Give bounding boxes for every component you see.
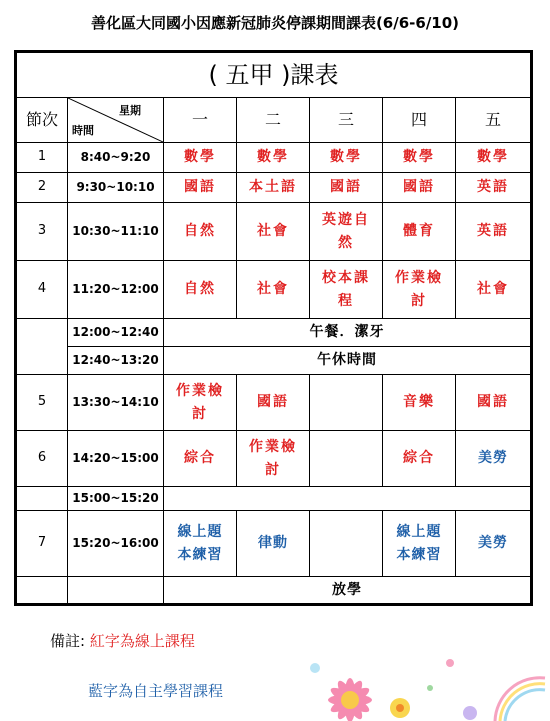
lesson-cell: 英遊自然 bbox=[310, 203, 383, 261]
lesson-cell bbox=[310, 431, 383, 487]
lesson-cell: 自然 bbox=[164, 261, 237, 319]
header-time: 時間 bbox=[72, 124, 94, 138]
table-row bbox=[16, 173, 532, 203]
note-label: 備註: bbox=[50, 632, 86, 650]
lesson-cell: 英語 bbox=[456, 173, 532, 203]
table-row bbox=[16, 577, 532, 605]
schedule-table bbox=[14, 50, 533, 606]
lesson-cell: 英語 bbox=[456, 203, 532, 261]
header-day: 一 bbox=[164, 98, 237, 143]
flower-icon bbox=[328, 678, 372, 721]
table-row bbox=[16, 347, 532, 375]
lesson-cell: 社會 bbox=[456, 261, 532, 319]
class-title: ( 五甲 )課表 bbox=[16, 52, 532, 98]
period-number: 4 bbox=[16, 261, 68, 319]
lesson-cell bbox=[310, 375, 383, 431]
rainbow-icon bbox=[495, 678, 545, 721]
header-row bbox=[16, 98, 532, 143]
period-number: 2 bbox=[16, 173, 68, 203]
period-time: 10:30~11:10 bbox=[68, 203, 164, 261]
nap-cell: 午休時間 bbox=[164, 347, 532, 375]
period-time: 12:00~12:40 bbox=[68, 319, 164, 347]
lesson-cell: 作業檢討 bbox=[237, 431, 310, 487]
note-red-text: 紅字為線上課程 bbox=[89, 632, 195, 650]
empty-cell bbox=[68, 577, 164, 605]
lunch-cell: 午餐．潔牙 bbox=[164, 319, 532, 347]
period-time: 15:00~15:20 bbox=[68, 487, 164, 511]
period-time: 9:30~10:10 bbox=[68, 173, 164, 203]
lesson-cell: 律動 bbox=[237, 511, 310, 577]
table-row bbox=[16, 143, 532, 173]
page-title: 善化區大同國小因應新冠肺炎停課期間課表(6/6-6/10) bbox=[90, 14, 460, 32]
header-day: 二 bbox=[237, 98, 310, 143]
lesson-cell: 美勞 bbox=[456, 511, 532, 577]
lesson-cell: 音樂 bbox=[383, 375, 456, 431]
table-row bbox=[16, 375, 532, 431]
period-time: 8:40~9:20 bbox=[68, 143, 164, 173]
lesson-cell: 線上題本練習 bbox=[164, 511, 237, 577]
lesson-cell: 國語 bbox=[310, 173, 383, 203]
dismiss-cell: 放學 bbox=[164, 577, 532, 605]
lesson-cell: 本土語 bbox=[237, 173, 310, 203]
period-number: 6 bbox=[16, 431, 68, 487]
lesson-cell: 作業檢討 bbox=[383, 261, 456, 319]
lesson-cell: 數學 bbox=[237, 143, 310, 173]
lesson-cell: 國語 bbox=[383, 173, 456, 203]
lesson-cell: 綜合 bbox=[383, 431, 456, 487]
lesson-cell: 線上題本練習 bbox=[383, 511, 456, 577]
lesson-cell: 數學 bbox=[310, 143, 383, 173]
period-time: 11:20~12:00 bbox=[68, 261, 164, 319]
lesson-cell: 社會 bbox=[237, 203, 310, 261]
note-blue-text: 藍字為自主學習課程 bbox=[88, 682, 224, 700]
header-weekday-time bbox=[68, 98, 164, 143]
lesson-cell: 數學 bbox=[383, 143, 456, 173]
lesson-cell: 體育 bbox=[383, 203, 456, 261]
empty-cell bbox=[16, 487, 68, 511]
period-number: 1 bbox=[16, 143, 68, 173]
period-time: 15:20~16:00 bbox=[68, 511, 164, 577]
period-number: 7 bbox=[16, 511, 68, 577]
lesson-cell: 國語 bbox=[237, 375, 310, 431]
period-time: 14:20~15:00 bbox=[68, 431, 164, 487]
period-time: 12:40~13:20 bbox=[68, 347, 164, 375]
period-number: 3 bbox=[16, 203, 68, 261]
lesson-cell: 數學 bbox=[164, 143, 237, 173]
header-day: 三 bbox=[310, 98, 383, 143]
table-row bbox=[16, 261, 532, 319]
table-row bbox=[16, 431, 532, 487]
lesson-cell bbox=[310, 511, 383, 577]
flower-decoration-image bbox=[290, 648, 550, 721]
lesson-cell: 校本課程 bbox=[310, 261, 383, 319]
note-line bbox=[50, 630, 195, 651]
lesson-cell: 社會 bbox=[237, 261, 310, 319]
lesson-cell: 國語 bbox=[456, 375, 532, 431]
header-day: 四 bbox=[383, 98, 456, 143]
lesson-cell: 綜合 bbox=[164, 431, 237, 487]
table-row bbox=[16, 203, 532, 261]
break-cell bbox=[164, 487, 532, 511]
table-row bbox=[16, 319, 532, 347]
header-day: 五 bbox=[456, 98, 532, 143]
lesson-cell: 國語 bbox=[164, 173, 237, 203]
table-row bbox=[16, 511, 532, 577]
period-number: 5 bbox=[16, 375, 68, 431]
lesson-cell: 美勞 bbox=[456, 431, 532, 487]
header-period: 節次 bbox=[16, 98, 68, 143]
lesson-cell: 自然 bbox=[164, 203, 237, 261]
header-weekday: 星期 bbox=[119, 104, 141, 117]
period-time: 13:30~14:10 bbox=[68, 375, 164, 431]
lesson-cell: 數學 bbox=[456, 143, 532, 173]
lesson-cell: 作業檢討 bbox=[164, 375, 237, 431]
empty-cell bbox=[16, 577, 68, 605]
empty-cell bbox=[16, 319, 68, 375]
table-row bbox=[16, 487, 532, 511]
